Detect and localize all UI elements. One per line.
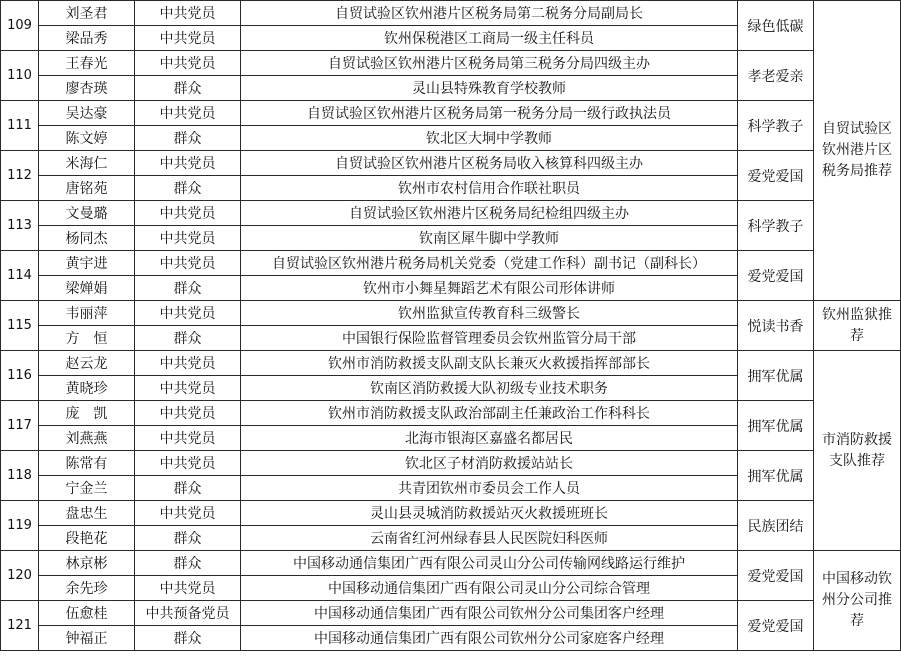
politics-cell: 中共党员 <box>135 376 241 401</box>
politics-cell: 中共党员 <box>135 101 241 126</box>
theme-cell: 孝老爱亲 <box>738 51 814 101</box>
name-cell: 梁品秀 <box>39 26 135 51</box>
org-cell: 自贸试验区钦州港片区税务局纪检组四级主办 <box>241 201 738 226</box>
entry-number: 113 <box>1 201 39 251</box>
org-cell: 自贸试验区钦州港片区税务局收入核算科四级主办 <box>241 151 738 176</box>
politics-cell: 中共预备党员 <box>135 601 241 626</box>
table-row <box>1 601 901 626</box>
politics-cell: 中共党员 <box>135 576 241 601</box>
org-cell: 钦州保税港区工商局一级主任科员 <box>241 26 738 51</box>
org-cell: 钦南区消防救援大队初级专业技术职务 <box>241 376 738 401</box>
entry-number: 111 <box>1 101 39 151</box>
entry-number: 109 <box>1 1 39 51</box>
theme-cell: 爱党爱国 <box>738 151 814 201</box>
politics-cell: 群众 <box>135 126 241 151</box>
org-cell: 自贸试验区钦州港片税务局机关党委（党建工作科）副书记（副科长） <box>241 251 738 276</box>
table-row <box>1 301 901 326</box>
politics-cell: 中共党员 <box>135 26 241 51</box>
recommender-cell: 自贸试验区钦州港片区税务局推荐 <box>814 1 901 301</box>
org-cell: 中国移动通信集团广西有限公司钦州分公司集团客户经理 <box>241 601 738 626</box>
name-cell: 黄宇进 <box>39 251 135 276</box>
table-row <box>1 401 901 426</box>
entry-number: 117 <box>1 401 39 451</box>
politics-cell: 中共党员 <box>135 1 241 26</box>
org-cell: 灵山县特殊教育学校教师 <box>241 76 738 101</box>
org-cell: 钦南区犀牛脚中学教师 <box>241 226 738 251</box>
theme-cell: 科学教子 <box>738 101 814 151</box>
theme-cell: 拥军优属 <box>738 351 814 401</box>
name-cell: 刘燕燕 <box>39 426 135 451</box>
politics-cell: 群众 <box>135 626 241 651</box>
org-cell: 中国银行保险监督管理委员会钦州监管分局干部 <box>241 326 738 351</box>
recommender-cell: 钦州监狱推荐 <box>814 301 901 351</box>
org-cell: 自贸试验区钦州港片区税务局第二税务分局副局长 <box>241 1 738 26</box>
name-cell: 米海仁 <box>39 151 135 176</box>
name-cell: 吴达豪 <box>39 101 135 126</box>
name-cell: 方 恒 <box>39 326 135 351</box>
theme-cell: 悦读书香 <box>738 301 814 351</box>
table-row <box>1 251 901 276</box>
entry-number: 112 <box>1 151 39 201</box>
org-cell: 钦州市农村信用合作联社职员 <box>241 176 738 201</box>
entry-number: 114 <box>1 251 39 301</box>
politics-cell: 中共党员 <box>135 151 241 176</box>
org-cell: 中国移动通信集团广西有限公司灵山分公司传输网线路运行维护 <box>241 551 738 576</box>
name-cell: 盘忠生 <box>39 501 135 526</box>
theme-cell: 民族团结 <box>738 501 814 551</box>
name-cell: 庞 凯 <box>39 401 135 426</box>
org-cell: 钦北区大垌中学教师 <box>241 126 738 151</box>
politics-cell: 群众 <box>135 476 241 501</box>
org-cell: 中国移动通信集团广西有限公司钦州分公司家庭客户经理 <box>241 626 738 651</box>
org-cell: 钦州市消防救援支队政治部副主任兼政治工作科科长 <box>241 401 738 426</box>
politics-cell: 中共党员 <box>135 426 241 451</box>
name-cell: 杨同杰 <box>39 226 135 251</box>
name-cell: 刘圣君 <box>39 1 135 26</box>
name-cell: 梁婵娟 <box>39 276 135 301</box>
name-cell: 宁金兰 <box>39 476 135 501</box>
table-row <box>1 551 901 576</box>
org-cell: 自贸试验区钦州港片区税务局第一税务分局一级行政执法员 <box>241 101 738 126</box>
org-cell: 自贸试验区钦州港片区税务局第三税务分局四级主办 <box>241 51 738 76</box>
entry-number: 116 <box>1 351 39 401</box>
politics-cell: 中共党员 <box>135 226 241 251</box>
recommender-cell: 市消防救援支队推荐 <box>814 351 901 551</box>
entry-number: 118 <box>1 451 39 501</box>
politics-cell: 中共党员 <box>135 401 241 426</box>
name-cell: 廖杏瑛 <box>39 76 135 101</box>
table-row <box>1 151 901 176</box>
politics-cell: 中共党员 <box>135 451 241 476</box>
entry-number: 120 <box>1 551 39 601</box>
politics-cell: 群众 <box>135 551 241 576</box>
org-cell: 钦州市小舞星舞蹈艺术有限公司形体讲师 <box>241 276 738 301</box>
entry-number: 115 <box>1 301 39 351</box>
table-row <box>1 101 901 126</box>
table-row <box>1 201 901 226</box>
theme-cell: 拥军优属 <box>738 451 814 501</box>
entry-number: 119 <box>1 501 39 551</box>
table-row <box>1 1 901 26</box>
name-cell: 伍愈桂 <box>39 601 135 626</box>
name-cell: 黄晓珍 <box>39 376 135 401</box>
name-cell: 钟福正 <box>39 626 135 651</box>
org-cell: 钦州监狱宣传教育科三级警长 <box>241 301 738 326</box>
table-row <box>1 501 901 526</box>
name-cell: 王春光 <box>39 51 135 76</box>
name-cell: 段艳花 <box>39 526 135 551</box>
politics-cell: 中共党员 <box>135 301 241 326</box>
name-cell: 文曼璐 <box>39 201 135 226</box>
org-cell: 北海市银海区嘉盛名都居民 <box>241 426 738 451</box>
politics-cell: 中共党员 <box>135 201 241 226</box>
politics-cell: 中共党员 <box>135 501 241 526</box>
theme-cell: 爱党爱国 <box>738 251 814 301</box>
politics-cell: 中共党员 <box>135 51 241 76</box>
politics-cell: 群众 <box>135 326 241 351</box>
politics-cell: 群众 <box>135 276 241 301</box>
org-cell: 中国移动通信集团广西有限公司灵山分公司综合管理 <box>241 576 738 601</box>
politics-cell: 群众 <box>135 76 241 101</box>
table-body <box>1 1 901 651</box>
politics-cell: 群众 <box>135 526 241 551</box>
name-cell: 余先珍 <box>39 576 135 601</box>
name-cell: 陈文婷 <box>39 126 135 151</box>
name-cell: 唐铭苑 <box>39 176 135 201</box>
org-cell: 钦北区子材消防救援站站长 <box>241 451 738 476</box>
table-row <box>1 451 901 476</box>
entry-number: 121 <box>1 601 39 651</box>
theme-cell: 爱党爱国 <box>738 601 814 651</box>
politics-cell: 群众 <box>135 176 241 201</box>
org-cell: 灵山县灵城消防救援站灭火救援班班长 <box>241 501 738 526</box>
name-cell: 韦丽萍 <box>39 301 135 326</box>
name-cell: 陈常有 <box>39 451 135 476</box>
name-cell: 赵云龙 <box>39 351 135 376</box>
table-row <box>1 51 901 76</box>
name-cell: 林京彬 <box>39 551 135 576</box>
theme-cell: 科学教子 <box>738 201 814 251</box>
recommender-cell: 中国移动钦州分公司推荐 <box>814 551 901 651</box>
politics-cell: 中共党员 <box>135 351 241 376</box>
theme-cell: 爱党爱国 <box>738 551 814 601</box>
theme-cell: 绿色低碳 <box>738 1 814 51</box>
theme-cell: 拥军优属 <box>738 401 814 451</box>
table-row <box>1 351 901 376</box>
org-cell: 云南省红河州绿春县人民医院妇科医师 <box>241 526 738 551</box>
politics-cell: 中共党员 <box>135 251 241 276</box>
entry-number: 110 <box>1 51 39 101</box>
org-cell: 钦州市消防救援支队副支队长兼灭火救援指挥部部长 <box>241 351 738 376</box>
org-cell: 共青团钦州市委员会工作人员 <box>241 476 738 501</box>
